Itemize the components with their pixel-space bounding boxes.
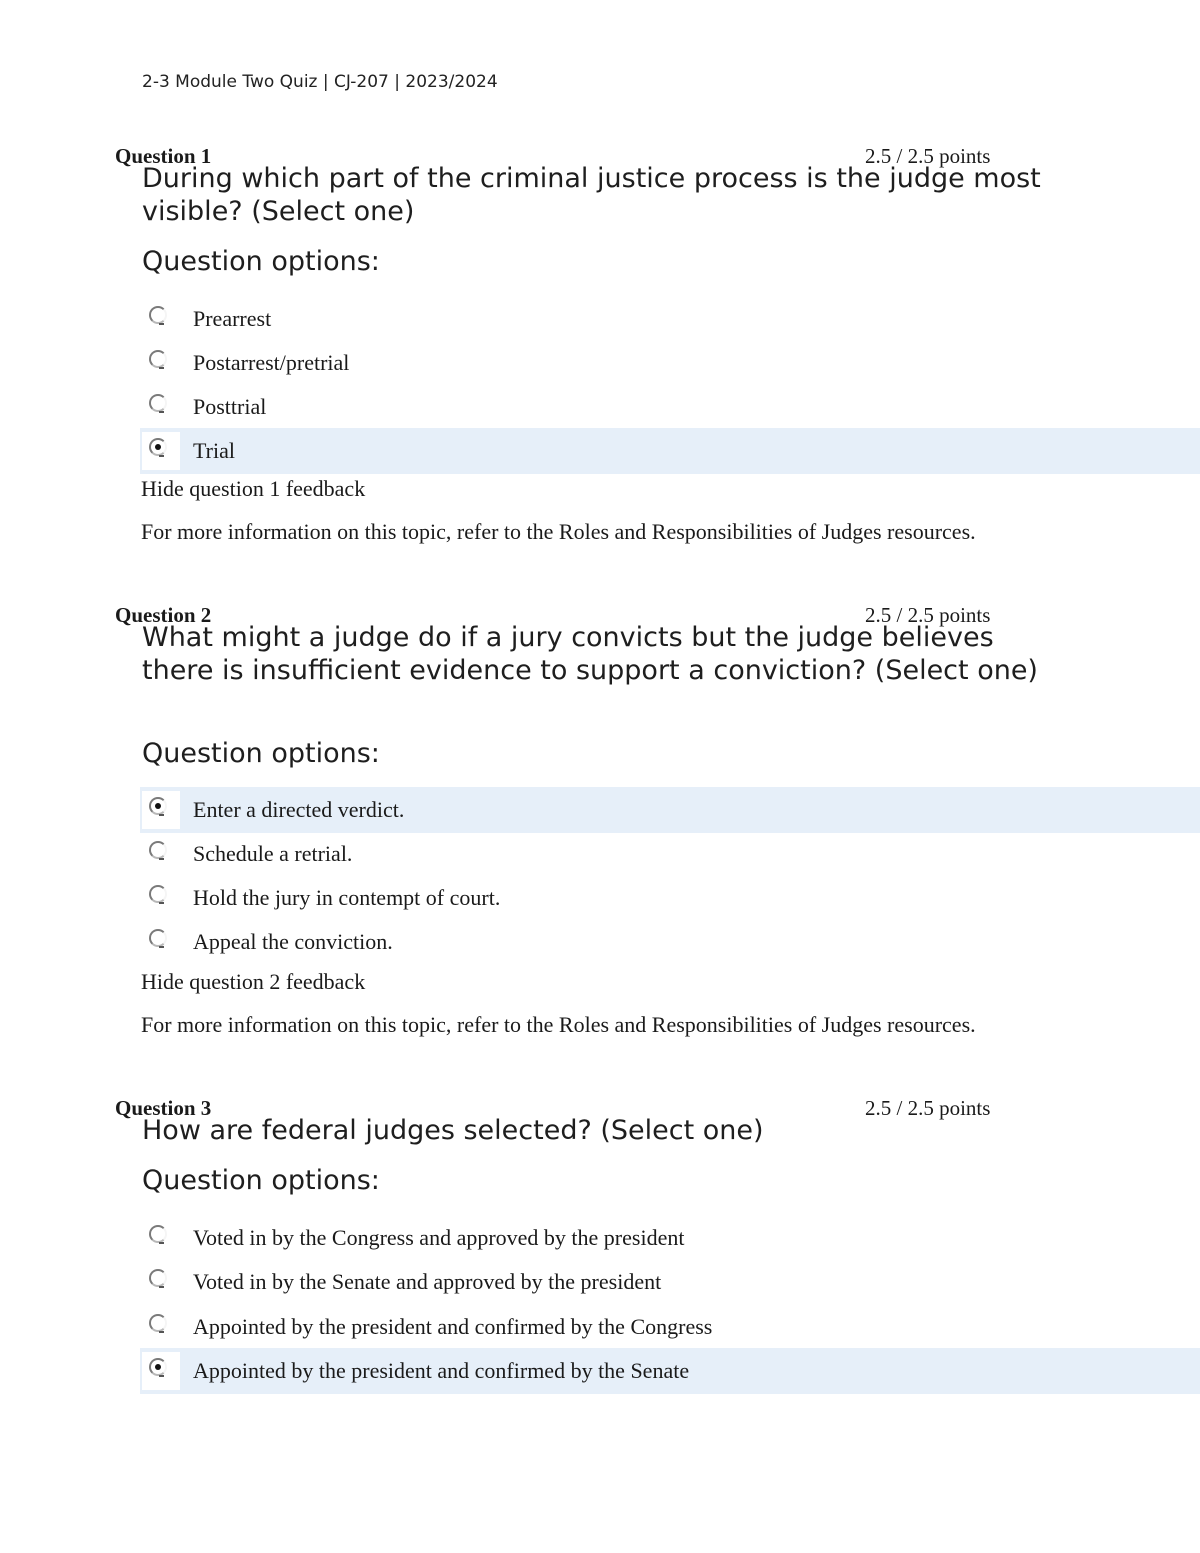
radio-button-checked[interactable]: [142, 432, 180, 470]
question-text: How are federal judges selected? (Select one): [142, 1115, 764, 1146]
question-points: 2.5 / 2.5 points: [865, 1096, 991, 1120]
hide-feedback-link[interactable]: Hide question 2 feedback: [141, 969, 366, 994]
option-label: Postarrest/pretrial: [193, 350, 350, 375]
question-points: 2.5 / 2.5 points: [865, 144, 991, 168]
option-label: Appointed by the president and confirmed by the Congress: [193, 1314, 713, 1339]
radio-button[interactable]: [142, 344, 180, 382]
option-label: Enter a directed verdict.: [193, 797, 405, 822]
option-label: Schedule a retrial.: [193, 841, 353, 866]
radio-button[interactable]: [142, 1308, 180, 1346]
option-radio-selected[interactable]: [140, 428, 1200, 474]
question-number: Question 1: [115, 144, 212, 168]
option-label: Trial: [193, 438, 235, 463]
option-label: Voted in by the Senate and approved by the president: [193, 1269, 662, 1294]
option-radio[interactable]: [140, 296, 1200, 342]
option-label: Appeal the conviction.: [193, 929, 393, 954]
option-radio[interactable]: [140, 1304, 1200, 1350]
option-radio-selected[interactable]: [140, 1348, 1200, 1394]
radio-button[interactable]: [142, 1219, 180, 1257]
option-radio[interactable]: [140, 831, 1200, 877]
option-radio[interactable]: [140, 919, 1200, 965]
option-label: Hold the jury in contempt of court.: [193, 885, 501, 910]
option-radio[interactable]: [140, 1259, 1200, 1305]
page-header: 2-3 Module Two Quiz | CJ-207 | 2023/2024: [142, 72, 498, 92]
question-text: What might a judge do if a jury convicts but the judge believes there is insufficient evidence to support a conviction? (Select one): [142, 622, 1038, 686]
hide-feedback-link[interactable]: Hide question 1 feedback: [141, 476, 366, 501]
question-points: 2.5 / 2.5 points: [865, 603, 991, 627]
option-radio[interactable]: [140, 1215, 1200, 1261]
feedback-text: For more information on this topic, refer to the Roles and Responsibilities of Judges resources.: [141, 519, 976, 544]
option-label: Appointed by the president and confirmed by the Senate: [193, 1358, 690, 1383]
radio-button[interactable]: [142, 1263, 180, 1301]
radio-button-checked[interactable]: [142, 791, 180, 829]
option-label: Posttrial: [193, 394, 267, 419]
question-number: Question 2: [115, 603, 212, 627]
question-number: Question 3: [115, 1096, 212, 1120]
question-options-label: Question options:: [142, 246, 380, 277]
option-radio-selected[interactable]: [140, 787, 1200, 833]
radio-button[interactable]: [142, 835, 180, 873]
radio-button[interactable]: [142, 300, 180, 338]
radio-button-checked[interactable]: [142, 1352, 180, 1390]
option-radio[interactable]: [140, 875, 1200, 921]
radio-button[interactable]: [142, 388, 180, 426]
option-radio[interactable]: [140, 384, 1200, 430]
option-label: Prearrest: [193, 306, 272, 331]
radio-button[interactable]: [142, 879, 180, 917]
radio-button[interactable]: [142, 923, 180, 961]
option-radio[interactable]: [140, 340, 1200, 386]
question-options-label: Question options:: [142, 738, 380, 769]
feedback-text: For more information on this topic, refer to the Roles and Responsibilities of Judges resources.: [141, 1012, 976, 1037]
question-options-label: Question options:: [142, 1165, 380, 1196]
option-label: Voted in by the Congress and approved by the president: [193, 1225, 685, 1250]
question-text: During which part of the criminal justice process is the judge most visible? (Select one): [142, 163, 1041, 227]
